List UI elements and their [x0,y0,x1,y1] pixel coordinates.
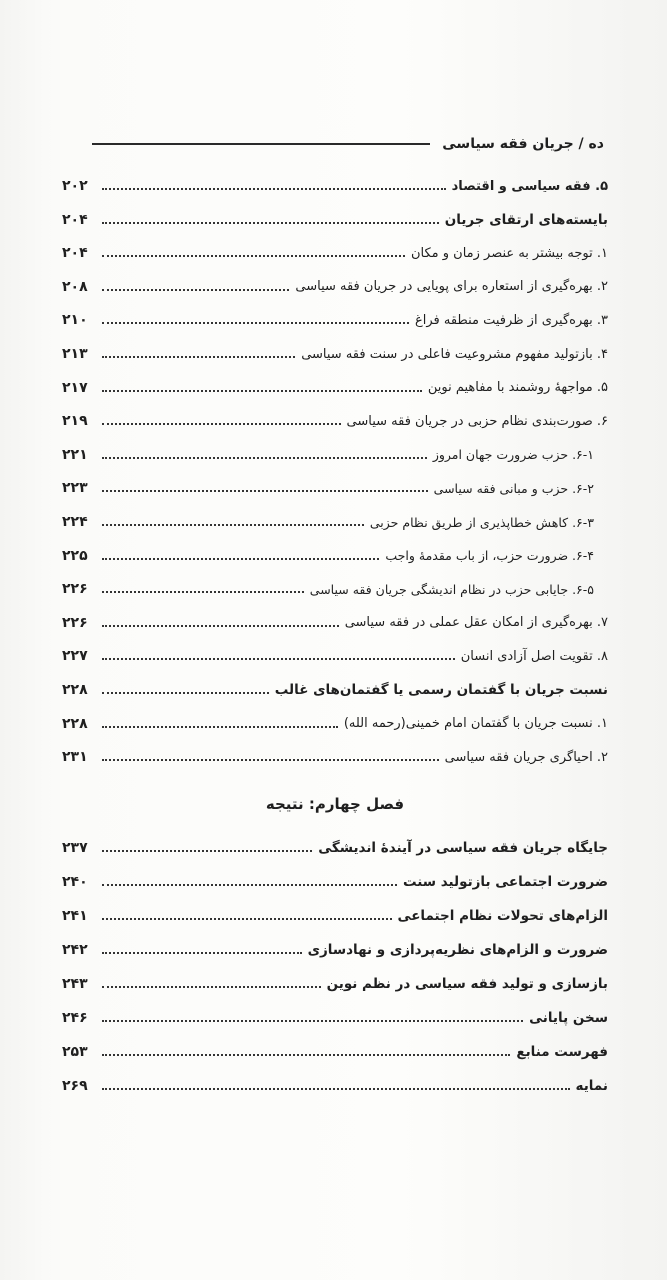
toc-entry [62,376,608,400]
toc-entry-title: سخن پایانی [529,1010,608,1026]
toc-entry-title: ۶-۲. حزب و مبانی فقه سیاسی [433,480,594,496]
toc-entry [62,275,608,299]
toc-leader-dots [102,548,379,560]
toc-page-number: ۲۲۵ [62,547,88,564]
toc-entry [62,577,608,601]
toc-leader-dots [102,514,364,526]
toc-page-number: ۲۲۱ [62,446,88,463]
toc-page-number: ۲۲۶ [62,581,88,598]
toc-entry [62,1074,608,1098]
toc-page-number: ۲۴۳ [62,976,88,992]
toc-entry-title: نمایه [575,1078,608,1094]
toc-entry [62,476,608,500]
toc-entry [62,510,608,534]
toc-page-number: ۲۲۴ [62,514,88,530]
toc-leader-dots [102,1078,570,1090]
toc-page-number: ۲۲۸ [62,715,88,732]
toc-entry [62,836,608,860]
running-header-text: ده / جریان فقه سیاسی [442,136,604,152]
toc-leader-dots [102,749,439,761]
toc-page-number: ۲۴۱ [62,908,88,924]
toc-entry-title: ضرورت اجتماعی بازتولید سنت [402,874,608,890]
toc-leader-dots [102,976,321,988]
toc-entry [62,208,608,232]
toc-entry-title: ۶. صورت‌بندی نظام حزبی در جریان فقه سیاسی [346,413,608,429]
toc-entry [62,938,608,962]
toc-entry-title: ۲. احیاگری جریان فقه سیاسی [444,749,608,765]
toc-leader-dots [102,312,409,324]
toc-leader-dots [102,279,289,291]
toc-entry-title: جایگاه جریان فقه سیاسی در آیندهٔ اندیشگی [318,840,608,856]
toc-leader-dots [102,874,397,886]
toc-leader-dots [102,908,392,920]
toc-entry [62,644,608,668]
toc-page-number: ۲۱۹ [62,413,88,430]
toc-entry [62,745,608,769]
header-rule [92,143,430,145]
toc-leader-dots [102,212,439,224]
toc-entry-title: بایسته‌های ارتقای جریان [444,211,608,228]
toc-page-number: ۲۲۶ [62,614,88,631]
toc-leader-dots [102,413,341,425]
toc-entry-title: ۶-۳. کاهش خطاپذیری از طریق نظام حزبی [369,514,594,530]
toc-page-number: ۲۴۰ [62,874,88,890]
toc-entry-title: ۶-۱. حزب ضرورت جهان امروز [432,447,594,463]
toc-entry-title: نسبت جریان با گفتمان رسمی یا گفتمان‌های غالب [274,682,608,698]
toc-entry-title: ۵. فقه سیاسی و اقتصاد [451,178,608,194]
toc-page-number: ۲۲۸ [62,682,88,698]
toc-leader-dots [102,648,455,660]
toc-page-number: ۲۲۷ [62,648,88,665]
toc-entry [62,712,608,736]
toc-entry-title: ۳. بهره‌گیری از ظرفیت منطقه فراغ [415,312,608,328]
toc-leader-dots [102,380,422,392]
toc-entry [62,544,608,568]
toc-page-number: ۲۶۹ [62,1078,88,1094]
toc-entry [62,870,608,894]
toc-entry-title: ۴. بازتولید مفهوم مشروعیت فاعلی در سنت فقه سیاسی [301,346,608,362]
toc-entry [62,241,608,265]
toc-leader-dots [102,480,428,492]
toc-entry-title: ۸. تقویت اصل آزادی انسان [460,648,608,664]
toc-page-number: ۲۱۳ [62,346,88,362]
toc-leader-dots [102,1010,523,1022]
toc-page-number: ۲۰۴ [62,211,88,228]
running-header [92,132,604,156]
toc-leader-dots [102,942,302,954]
toc-entry [62,174,608,198]
toc-leader-dots [102,447,427,459]
toc-entry-title: ضرورت و الزام‌های نظریه‌پردازی و نهادسازی [307,942,608,958]
toc-entry-title: ۵. مواجههٔ روشمند با مفاهیم نوین [427,380,608,396]
toc-entry-title: ۷. بهره‌گیری از امکان عقل عملی در فقه سیاسی [344,615,608,631]
toc-page-number: ۲۰۴ [62,245,88,262]
toc-leader-dots [102,682,269,694]
toc-page-number: ۲۱۷ [62,379,88,396]
toc-leader-dots [102,581,304,593]
toc-page-number: ۲۴۶ [62,1010,88,1026]
toc-leader-dots [102,840,312,852]
toc-entry [62,308,608,332]
toc-page-number: ۲۲۳ [62,480,88,497]
toc-entry [62,678,608,702]
toc-entry-title: ۱. توجه بیشتر به عنصر زمان و مکان [410,245,608,261]
toc-leader-dots [102,615,339,627]
toc-entry [62,409,608,433]
toc-entry [62,1006,608,1030]
toc-entry-title: فهرست منابع [516,1044,608,1060]
toc-entry-title: ۶-۴. ضرورت حزب، از باب مقدمهٔ واجب [385,548,594,564]
toc-entry [62,972,608,996]
toc-leader-dots [102,716,338,728]
toc-entry [62,342,608,366]
toc-page-number: ۲۰۲ [62,178,88,194]
toc-leader-dots [102,245,405,257]
toc-page-number: ۲۵۳ [62,1044,88,1060]
toc-entry [62,904,608,928]
toc-entry-title: ۲. بهره‌گیری از استعاره برای پویایی در جریان فقه سیاسی [295,279,608,295]
toc-page-number: ۲۳۷ [62,840,88,856]
toc-entry-title: ۱. نسبت جریان با گفتمان امام خمینی(رحمه الله) [343,716,608,732]
toc-entry [62,443,608,467]
toc-page-number: ۲۳۱ [62,749,88,766]
toc-page-number: ۲۱۰ [62,312,88,329]
toc-page-number: ۲۰۸ [62,278,88,295]
toc-leader-dots [102,346,295,358]
toc-entry-title: بازسازی و تولید فقه سیاسی در نظم نوین [326,976,608,992]
toc-leader-dots [102,1044,510,1056]
toc-entry-title: الزام‌های تحولات نظام اجتماعی [397,908,608,924]
toc-entry [62,1040,608,1064]
chapter-title: فصل چهارم: نتیجه [265,795,405,813]
toc-page-number: ۲۴۲ [62,942,88,958]
toc-leader-dots [102,178,446,190]
toc-entry-title: ۶-۵. جایابی حزب در نظام اندیشگی جریان فقه سیاسی [309,581,594,597]
toc-entry [62,611,608,635]
